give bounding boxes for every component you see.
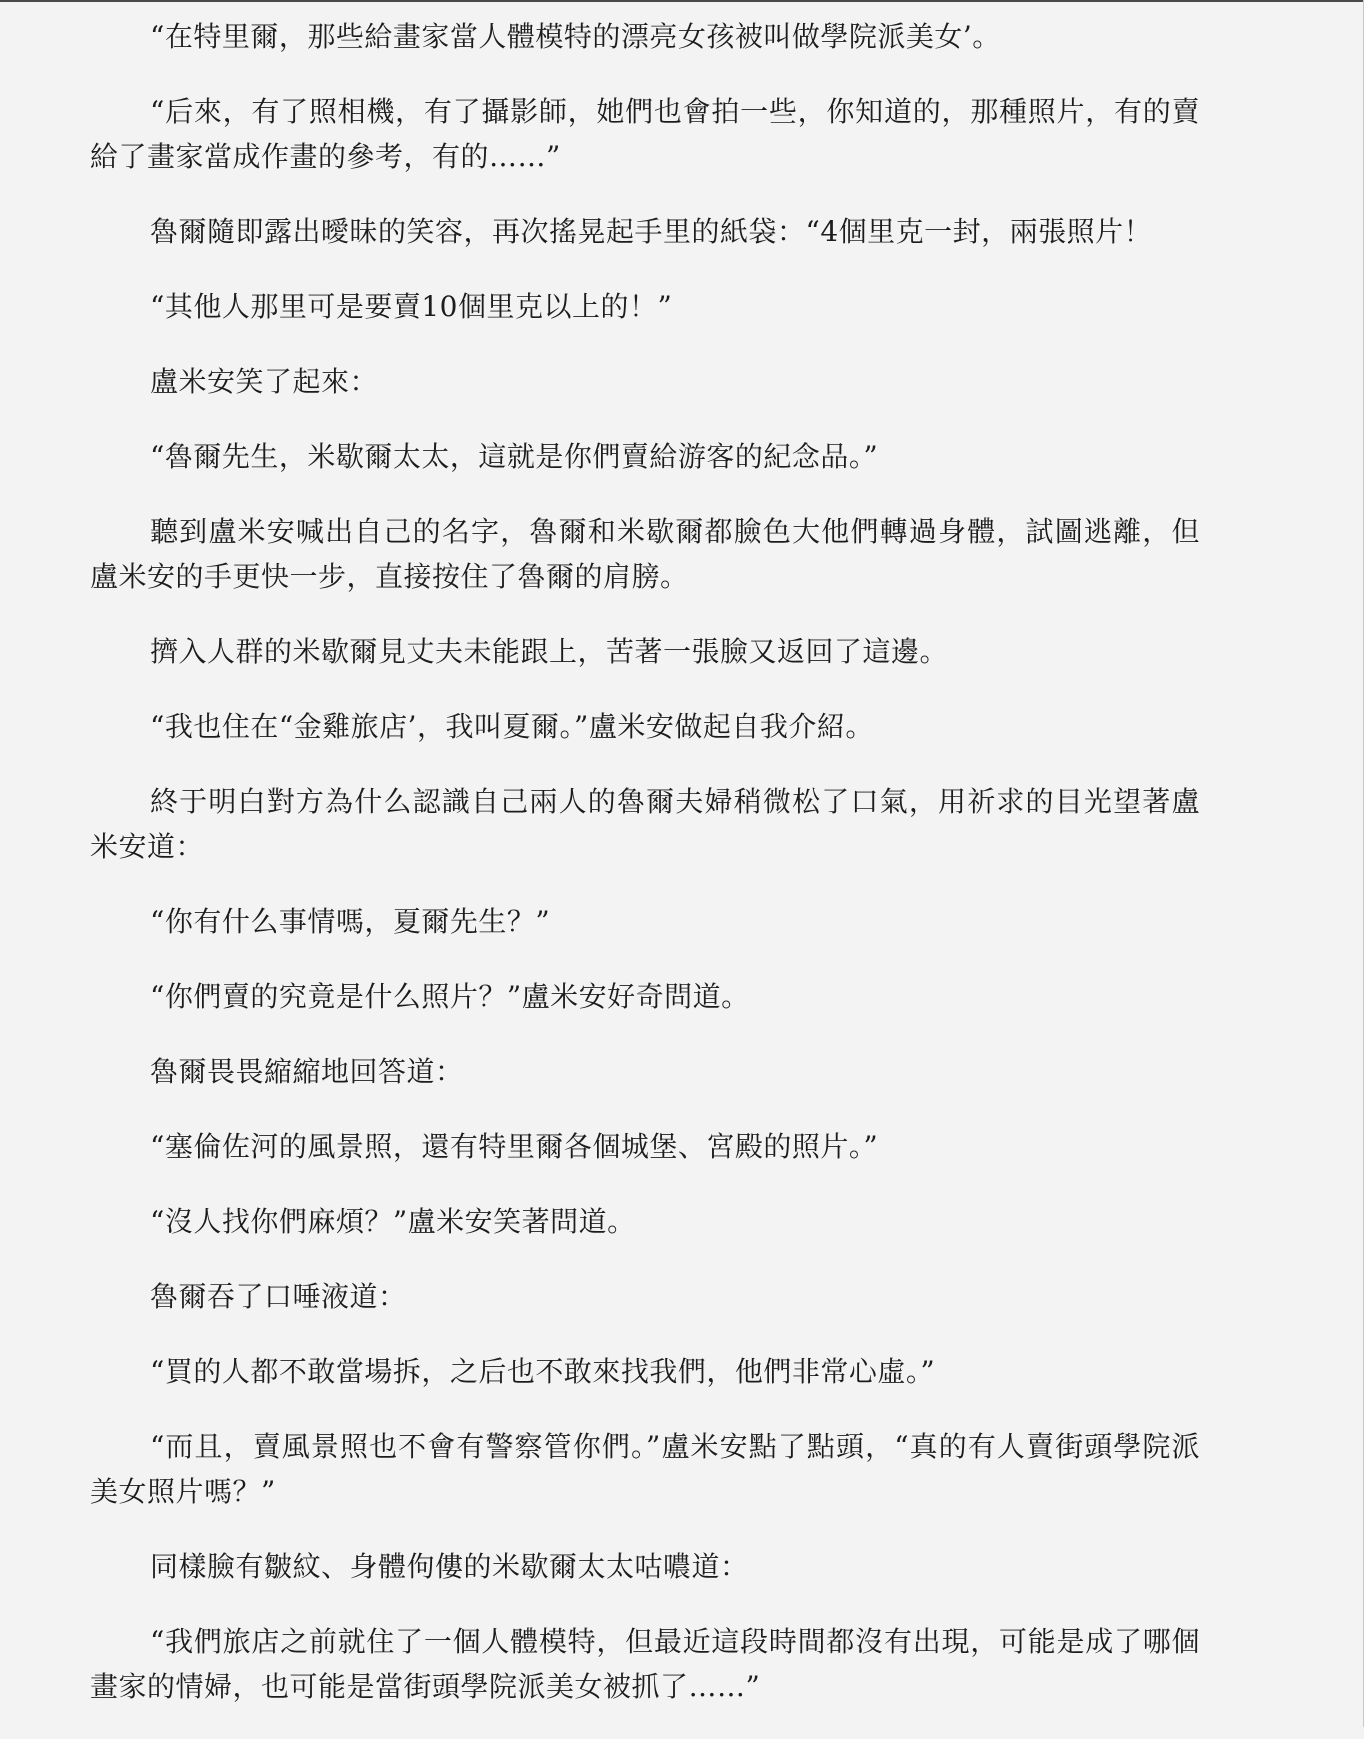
- paragraph: “買的人都不敢當場拆，之后也不敢來找我們，他們非常心虛。”: [150, 1355, 936, 1388]
- top-border: [0, 0, 1364, 2]
- document-body: [90, 14, 1200, 1739]
- paragraph: 聽到盧米安喊出自己的名字，魯爾和米歇爾都臉色大他們轉過身體，試圖逃離，但盧米安的手更快一步，直接按住了魯爾的肩膀。: [90, 515, 1200, 593]
- paragraph: “你們賣的究竟是什么照片？”盧米安好奇問道。: [150, 980, 750, 1013]
- paragraph: 魯爾吞了口唾液道：: [150, 1280, 407, 1313]
- paragraph: “后來，有了照相機，有了攝影師，她們也會拍一些，你知道的，那種照片，有的賣給了畫家當成作畫的參考，有的……”: [90, 95, 1200, 173]
- paragraph: 同樣臉有皺紋、身體佝僂的米歇爾太太咕噥道：: [150, 1550, 749, 1583]
- paragraph: “你有什么事情嗎，夏爾先生？”: [150, 905, 551, 938]
- paragraph: “我們旅店之前就住了一個人體模特，但最近這段時間都沒有出現，可能是成了哪個畫家的情婦，也可能是當街頭學院派美女被抓了……”: [90, 1625, 1200, 1703]
- paragraph: 擠入人群的米歇爾見丈夫未能跟上，苦著一張臉又返回了這邊。: [150, 635, 949, 668]
- paragraph: 魯爾隨即露出曖昧的笑容，再次搖晃起手里的紙袋：“4個里克一封，兩張照片！: [150, 215, 1153, 248]
- paragraph: 魯爾畏畏縮縮地回答道：: [150, 1055, 464, 1088]
- paragraph: “在特里爾，那些給畫家當人體模特的漂亮女孩被叫做學院派美女’。: [150, 20, 1001, 53]
- paragraph: 終于明白對方為什么認識自己兩人的魯爾夫婦稍微松了口氣，用祈求的目光望著盧米安道：: [90, 785, 1200, 863]
- paragraph: “沒人找你們麻煩？”盧米安笑著問道。: [150, 1205, 636, 1238]
- paragraph: “我也住在“金雞旅店’，我叫夏爾。”盧米安做起自我介紹。: [150, 710, 874, 743]
- paragraph: “而且，賣風景照也不會有警察管你們。”盧米安點了點頭，“真的有人賣街頭學院派美女照片嗎？”: [90, 1430, 1200, 1508]
- paragraph: “魯爾先生，米歇爾太太，這就是你們賣給游客的紀念品。”: [150, 440, 879, 473]
- paragraph: “其他人那里可是要賣10個里克以上的！”: [150, 290, 673, 323]
- paragraph: 盧米安笑了起來：: [150, 365, 379, 398]
- paragraph: “塞倫佐河的風景照，還有特里爾各個城堡、宮殿的照片。”: [150, 1130, 879, 1163]
